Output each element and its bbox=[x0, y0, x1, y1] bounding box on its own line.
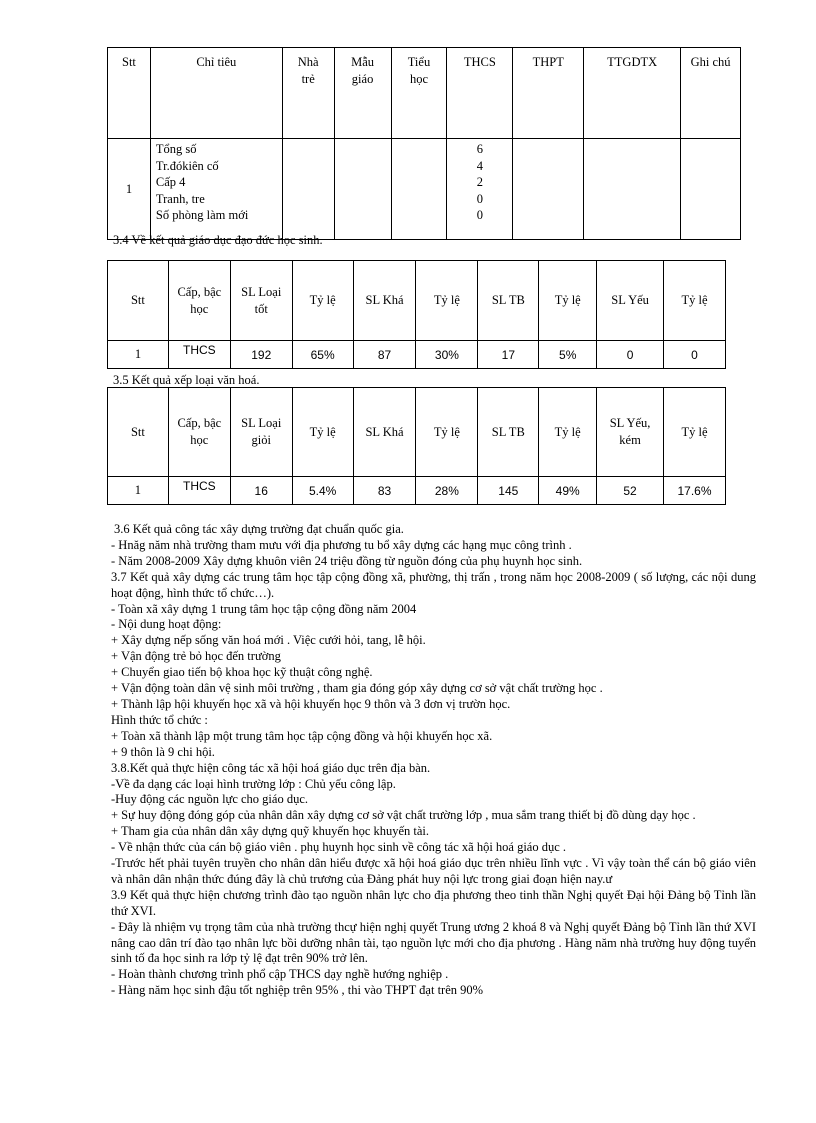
header-cell: Cấp, bậc học bbox=[168, 388, 230, 477]
paragraph: - Đây là nhiệm vụ trọng tâm của nhà trường thcự hiện nghị quyết Trung ương 2 khoá 8 và Nghị quyết Đảng bộ Tỉnh lần thứ XVI nâng cao dân trí đào tạo nhân lực bồi dưỡng nhân tài, tạo nguồn lực mới cho địa phương . Hàng năm nhà trường huy động tuyển sinh tố đa học sinh ra lớp tỷ lệ đạt trên 90% trở lên. bbox=[111, 919, 756, 966]
data-cell: 1 bbox=[108, 341, 169, 369]
academic-data-row bbox=[108, 477, 726, 505]
thcs-value: 4 bbox=[476, 158, 483, 173]
bullet-item: + Sự huy động đóng góp của nhân dân xây dựng cơ sở vật chất trường lớp , mua sắm trang thiết bị đồ dùng dạy học . bbox=[111, 808, 696, 823]
conduct-header-row bbox=[108, 261, 726, 341]
data-cell: 192 bbox=[230, 341, 292, 369]
indicator-item: Cấp 4 bbox=[155, 175, 186, 189]
indicator-item: Tổng số bbox=[155, 142, 197, 156]
data-cell: 0 bbox=[664, 341, 726, 369]
section-3-7-heading: 3.7 Kết quả xây dựng các trung tâm học tập cộng đồng xã, phường, thị trấn , trong năm học 2008-2009 ( số lượng, các nội dung hoạt động, hình thức tổ chức…). bbox=[111, 569, 756, 600]
section-3-9-heading: 3.9 Kết quả thực hiện chương trình đào tạo nguồn nhân lực cho địa phương theo tinh thần Nghị quyết Đại hội Đảng bộ Tỉnh lần thứ XVI. bbox=[111, 887, 756, 918]
bullet-item: + Vận động toàn dân vệ sinh môi trường , tham gia đóng góp xây dựng cơ sở vật chất trường học . bbox=[111, 681, 603, 696]
bullet-item: + Toàn xã thành lập một trung tâm học tập cộng đồng và hội khuyến học xã. bbox=[111, 728, 493, 743]
header-cell: Tỷ lệ bbox=[539, 261, 597, 341]
conduct-data-row bbox=[108, 341, 726, 369]
header-cell: SL Loại tốt bbox=[230, 261, 292, 341]
header-cell: SL Khá bbox=[353, 388, 416, 477]
header-cell: SL TB bbox=[478, 388, 539, 477]
header-cell: Stt bbox=[108, 388, 169, 477]
header-cell: Tỷ lệ bbox=[292, 261, 353, 341]
bullet-item: + Chuyển giao tiến bộ khoa học kỹ thuật công nghệ. bbox=[111, 665, 373, 680]
data-cell: 65% bbox=[292, 341, 353, 369]
data-cell: 17 bbox=[478, 341, 539, 369]
section-3-8-heading: 3.8.Kết quả thực hiện công tác xã hội hoá giáo dục trên địa bàn. bbox=[111, 760, 431, 775]
header-cell: Tiểu học bbox=[391, 48, 447, 139]
thcs-value: 2 bbox=[476, 175, 483, 189]
header-cell: SL TB bbox=[478, 261, 539, 341]
empty-cell bbox=[584, 139, 681, 240]
header-cell: Tỷ lệ bbox=[416, 261, 478, 341]
thcs-value: 0 bbox=[476, 191, 483, 206]
bullet-item: + Xây dựng nếp sống văn hoá mới . Việc cưới hỏi, tang, lễ hội. bbox=[111, 633, 426, 648]
header-cell: SL Loại giỏi bbox=[230, 388, 292, 477]
header-cell: SL Yếu bbox=[597, 261, 664, 341]
header-cell: Stt bbox=[108, 48, 151, 139]
facilities-header-row bbox=[108, 48, 741, 139]
report-body bbox=[111, 522, 756, 999]
data-cell: 87 bbox=[353, 341, 416, 369]
section-3-4-heading: 3.4 Về kết quả giáo dục đạo đức học sinh. bbox=[113, 233, 323, 247]
header-cell: SL Khá bbox=[353, 261, 416, 341]
data-cell: 83 bbox=[353, 477, 416, 505]
data-cell: 1 bbox=[108, 477, 169, 505]
paragraph: - Hàng năm học sinh đậu tốt nghiệp trên 95% , thi vào THPT đạt trên 90% bbox=[111, 983, 484, 998]
header-cell: Cấp, bậc học bbox=[168, 261, 230, 341]
bullet-item: + Vận động trẻ bỏ học đến trường bbox=[111, 649, 281, 664]
header-cell: Tỷ lệ bbox=[539, 388, 597, 477]
header-cell: Mẫu giáo bbox=[334, 48, 391, 139]
empty-cell bbox=[681, 139, 741, 240]
academic-table bbox=[107, 387, 726, 505]
paragraph: - Về nhận thức của cán bộ giáo viên . phụ huynh học sinh về công tác xã hội hoá giáo dục . bbox=[111, 840, 567, 855]
conduct-table bbox=[107, 260, 726, 369]
data-cell: 28% bbox=[416, 477, 478, 505]
header-cell: THCS bbox=[447, 48, 513, 139]
indicator-list bbox=[150, 139, 282, 240]
header-cell: Stt bbox=[108, 261, 169, 341]
data-cell: 0 bbox=[597, 341, 664, 369]
header-cell: TTGDTX bbox=[584, 48, 681, 139]
header-cell: Tỷ lệ bbox=[664, 261, 726, 341]
paragraph: - Nội dung hoạt động: bbox=[111, 617, 222, 632]
empty-cell bbox=[391, 139, 447, 240]
data-cell: 5% bbox=[539, 341, 597, 369]
data-cell: 5.4% bbox=[292, 477, 353, 505]
header-cell: Tỷ lệ bbox=[416, 388, 478, 477]
empty-cell bbox=[282, 139, 334, 240]
data-cell: 30% bbox=[416, 341, 478, 369]
indicator-item: Số phòng làm mới bbox=[155, 208, 249, 222]
data-cell: THCS bbox=[168, 341, 230, 369]
data-cell: 52 bbox=[597, 477, 664, 505]
header-cell: Nhà trẻ bbox=[282, 48, 334, 139]
bullet-item: + Tham gia của nhân dân xây dựng quỹ khuyến học khuyến tài. bbox=[111, 824, 430, 839]
header-cell: THPT bbox=[513, 48, 584, 139]
facilities-table bbox=[107, 47, 741, 240]
thcs-value: 6 bbox=[476, 142, 483, 156]
indicator-item: Tranh, tre bbox=[155, 191, 205, 206]
thcs-value: 0 bbox=[476, 208, 483, 222]
bullet-item: + 9 thôn là 9 chi hội. bbox=[111, 744, 215, 759]
paragraph: - Hoàn thành chương trình phổ cập THCS dạy nghề hướng nghiệp . bbox=[111, 967, 449, 982]
thcs-values bbox=[447, 139, 513, 240]
data-cell: THCS bbox=[168, 477, 230, 505]
paragraph: -Về đa dạng các loại hình trường lớp : Chủ yếu công lập. bbox=[111, 776, 396, 791]
bullet-item: + Thành lập hội khuyến học xã và hội khuyến học 9 thôn và 3 đơn vị trườn học. bbox=[111, 696, 511, 711]
header-cell: Chỉ tiêu bbox=[150, 48, 282, 139]
empty-cell bbox=[513, 139, 584, 240]
section-3-6-heading: 3.6 Kết quả công tác xây dựng trường đạt chuẩn quốc gia. bbox=[114, 522, 404, 536]
paragraph: -Trước hết phải tuyên truyền cho nhân dân hiểu được xã hội hoá giáo dục trên nhiều lĩnh vực . Vì vậy toàn thể cán bộ giáo viên và nhân dân nhận thức đúng đây là chủ trương của Đảng phát huy nội lực trong giai đoạn hiện nay.ư bbox=[111, 856, 756, 886]
indicator-item: Tr.đókiên cố bbox=[155, 158, 219, 173]
data-cell: 145 bbox=[478, 477, 539, 505]
paragraph: - Hnăg năm nhà trường tham mưu với địa phương tu bổ xây dựng các hạng mục công trình . bbox=[111, 537, 572, 552]
data-cell: 49% bbox=[539, 477, 597, 505]
data-cell: 17.6% bbox=[664, 477, 726, 505]
row-stt: 1 bbox=[108, 139, 151, 240]
academic-header-row bbox=[108, 388, 726, 477]
paragraph: -Huy động các nguồn lực cho giáo dục. bbox=[111, 792, 308, 807]
header-cell: Tỷ lệ bbox=[292, 388, 353, 477]
header-cell: SL Yếu, kém bbox=[597, 388, 664, 477]
facilities-data-row bbox=[108, 139, 741, 240]
paragraph: Hình thức tổ chức : bbox=[111, 712, 208, 727]
empty-cell bbox=[334, 139, 391, 240]
header-cell: Tỷ lệ bbox=[664, 388, 726, 477]
section-3-5-heading: 3.5 Kết quả xếp loại văn hoá. bbox=[113, 373, 260, 387]
paragraph: - Toàn xã xây dựng 1 trung tâm học tập cộng đồng năm 2004 bbox=[111, 601, 417, 616]
header-cell: Ghi chú bbox=[681, 48, 741, 139]
data-cell: 16 bbox=[230, 477, 292, 505]
paragraph: - Năm 2008-2009 Xây dựng khuôn viên 24 triệu đồng từ nguồn đóng của phụ huynh học sinh. bbox=[111, 553, 583, 568]
